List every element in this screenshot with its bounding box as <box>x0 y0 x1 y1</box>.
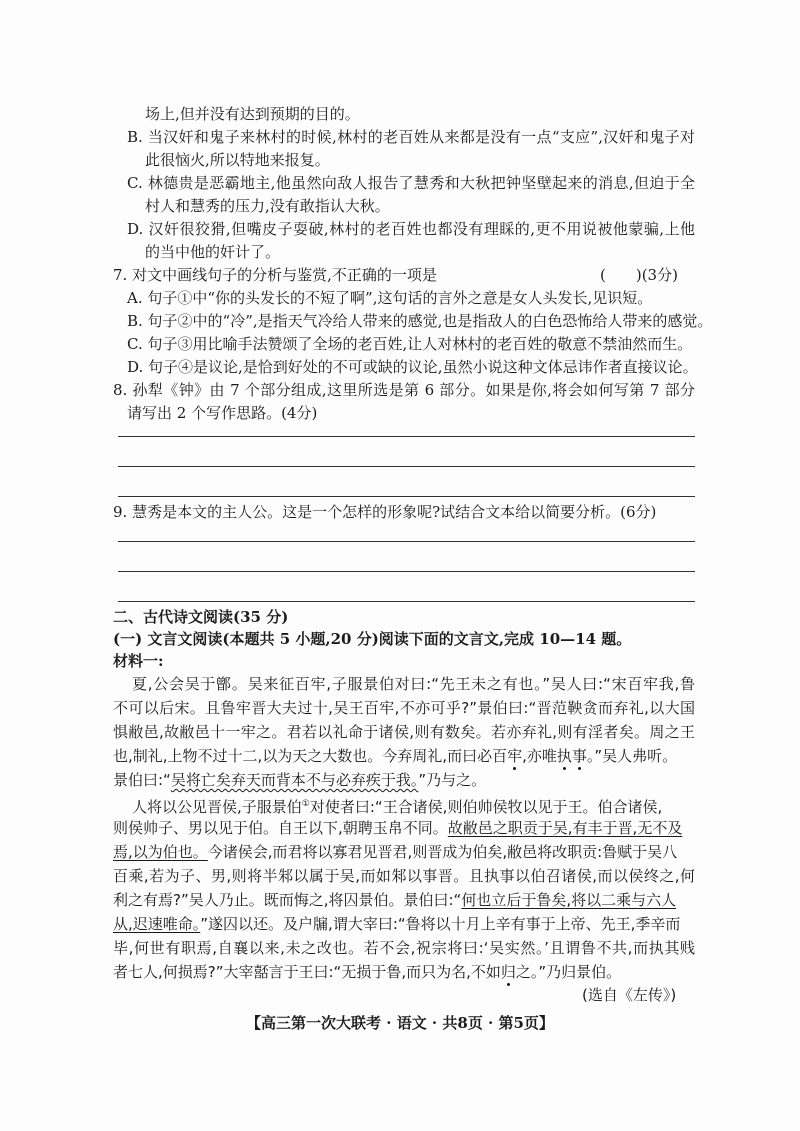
emphasis-char: 事 <box>571 747 587 765</box>
emphasis-char: 执 <box>556 747 572 765</box>
text: 也,制礼,上物不过十二,以为天之大数也。今弃周礼,而曰必百 <box>113 747 508 765</box>
underlined-sentence: 焉,以为伯也。 <box>113 843 208 861</box>
passage-line <box>113 914 680 934</box>
passage-line <box>113 962 621 982</box>
underlined-sentence: 故敝邑之职贡于吴,有丰于晋,无不及 <box>447 819 683 837</box>
passage-line: 毕,何世有职焉,自襄以来,未之改也。若不会,祝宗将曰:‘吴实然。’且谓鲁不共,而执其贱 <box>113 939 695 957</box>
text: 则侯帅子、男以见于伯。自王以下,朝聘玉帛不同。 <box>113 819 448 837</box>
material-label: 材料一: <box>113 652 164 670</box>
passage-line <box>113 842 677 862</box>
footnote-marker: ① <box>301 799 310 809</box>
section-title: 二、古代诗文阅读(35 分) <box>113 608 289 626</box>
passage-line: 百乘,若为子、男,则将半邾以属于吴,而如邾以事晋。且执事以伯召诸侯,而以侯终之,何 <box>113 867 695 885</box>
q9-answer-line[interactable] <box>118 541 695 542</box>
q9-answer-line[interactable] <box>118 601 695 602</box>
q7-option-c: C. 句子③用比喻手法赞颂了全场的老百姓,让人对林村的老百姓的敬意不禁油然而生。 <box>127 335 693 353</box>
q9-answer-line[interactable] <box>118 571 695 572</box>
text: 之。”乃归景伯。 <box>515 963 622 981</box>
q7-option-a: A. 句子①中“你的头发长的不短了啊”,这句话的言外之意是女人头发长,见识短。 <box>127 289 653 307</box>
passage-line <box>113 818 682 838</box>
q9-stem: 9. 慧秀是本文的主人公。这是一个怎样的形象呢?试结合文本给以简要分析。(6分) <box>113 503 657 521</box>
passage-line <box>132 794 662 817</box>
q6-option-b-continuation: 此很恼火,所以特地来报复。 <box>145 151 330 169</box>
q6-option-c-continuation: 村人和慧秀的压力,没有敢指认大秋。 <box>145 197 390 215</box>
q7-stem: 7. 对文中画线句子的分析与鉴赏,不正确的一项是 <box>113 266 437 284</box>
emphasis-char: 牢 <box>507 747 523 765</box>
q8-answer-line[interactable] <box>118 436 695 437</box>
q8-stem: 8. 孙犁《钟》由 7 个部分组成,这里所选是第 6 部分。如果是你,将会如何写第 7 部分 <box>113 381 695 399</box>
q6-option-a-continuation: 场上,但并没有达到预期的目的。 <box>145 105 360 123</box>
text: 人将以公见晋侯,子服景伯 <box>132 798 302 816</box>
q7-option-b: B. 句子②中的“冷”,是指天气冷给人带来的感觉,也是指敌人的白色恐怖给人带来的感觉。 <box>127 312 713 330</box>
q8-stem-continuation: 请写出 2 个写作思路。(4分) <box>127 404 318 422</box>
text: ”遂囚以还。及户牖,谓大宰曰:“鲁将以十月上辛有事于上帝、先王,季辛而 <box>200 915 681 933</box>
q8-answer-line[interactable] <box>118 466 695 467</box>
emphasis-char: 归 <box>500 963 516 981</box>
text: ,亦唯 <box>522 747 557 765</box>
q8-answer-line[interactable] <box>118 496 695 497</box>
text: 者七人,何损焉?”大宰嚭言于王曰:“无损于鲁,而只为名,不如 <box>113 963 501 981</box>
text: 景伯曰:“ <box>113 771 171 789</box>
page-footer: 【高三第一次大联考 · 语文 · 共8页 · 第5页】 <box>246 1014 554 1032</box>
source-citation: (选自《左传》) <box>582 986 677 1004</box>
passage-line: 惧敝邑,故敝邑十一牢之。君若以礼命于诸侯,则有数矣。若亦弃礼,则有淫者矣。周之王 <box>113 723 695 741</box>
text: 。”吴人弗听。 <box>586 747 678 765</box>
q6-option-d-continuation: 的当中他的奸计了。 <box>145 243 281 261</box>
text: 今诸侯会,而君将以寡君见晋君,则晋成为伯矣,敝邑将改职贡:鲁赋于吴八 <box>207 843 678 861</box>
passage-line <box>113 890 676 910</box>
text: ”乃与之。 <box>418 771 487 789</box>
q7-answer-blank[interactable]: ( )(3分) <box>600 266 678 284</box>
text: 利之有焉?”吴人乃止。既而悔之,将囚景伯。景伯曰:“ <box>113 891 462 909</box>
underlined-sentence: 何也立后于鲁矣,将以二乘与六人 <box>461 891 677 909</box>
q6-option-b: B. 当汉奸和鬼子来林村的时候,林村的老百姓从来都是没有一点“支应”,汉奸和鬼子对 <box>127 128 695 146</box>
passage-line: 不可以后宋。且鲁牢晋大夫过十,吴王百牢,不亦可乎?”景伯曰:“晋范鞅贪而弃礼,以大国 <box>113 699 695 717</box>
q6-option-d: D. 汉奸很狡猾,但嘴皮子耍破,林村的老百姓也都没有理睬的,更不用说被他蒙骗,上他 <box>127 220 695 238</box>
passage-line: 夏,公会吴于鄫。吴来征百牢,子服景伯对曰:“先王未之有也。”吴人曰:“宋百牢我,鲁 <box>132 675 695 693</box>
q7-option-d: D. 句子④是议论,是恰到好处的不可或缺的议论,虽然小说这种文体忌讳作者直接议论。 <box>127 358 698 376</box>
passage-line <box>113 746 677 766</box>
text: 对使者曰:“王合诸侯,则伯帅侯牧以见于王。伯合诸侯, <box>309 798 663 816</box>
subsection-title: (一) 文言文阅读(本题共 5 小题,20 分)阅读下面的文言文,完成 10—14 题。 <box>113 630 632 648</box>
q6-option-c: C. 林德贵是恶霸地主,他虽然向敌人报告了慧秀和大秋把钟坚壁起来的消息,但迫于全 <box>127 174 695 192</box>
wavy-underlined-sentence: 吴将亡矣弃天而背本不与必弃疾于我。 <box>170 771 419 789</box>
underlined-sentence: 从,迟速唯命。 <box>113 915 201 933</box>
passage-line <box>113 770 486 790</box>
